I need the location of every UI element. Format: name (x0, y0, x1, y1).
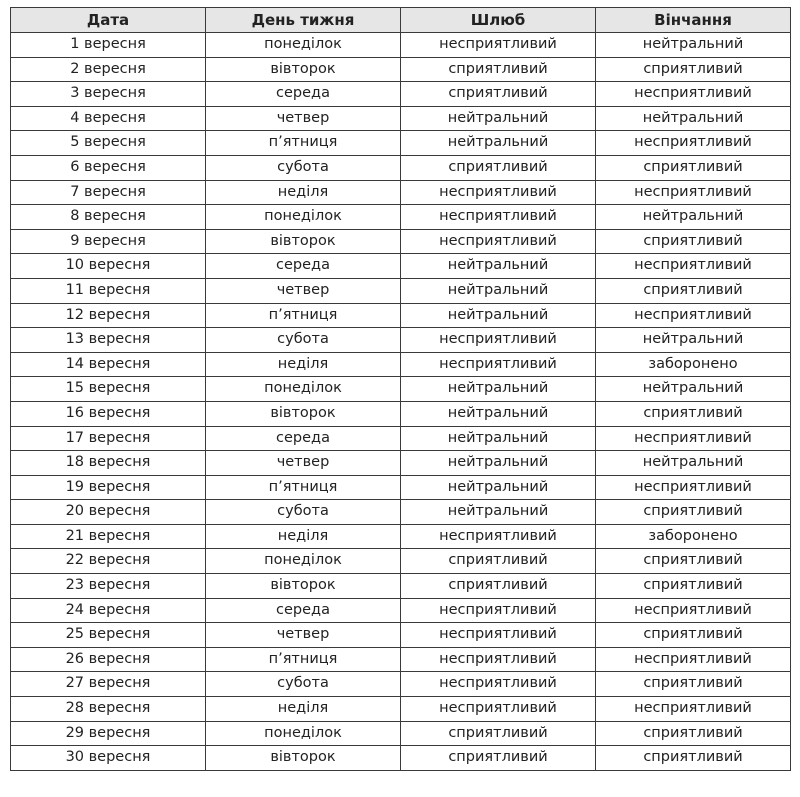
cell-date: 22 вересня (11, 549, 206, 574)
cell-weekday: субота (206, 672, 401, 697)
table-row (11, 303, 791, 328)
cell-date: 5 вересня (11, 131, 206, 156)
table-row (11, 278, 791, 303)
cell-weekday: неділя (206, 524, 401, 549)
cell-date: 30 вересня (11, 746, 206, 771)
cell-weekday: субота (206, 328, 401, 353)
cell-wedding: нейтральний (596, 33, 791, 58)
cell-marriage: несприятливий (401, 647, 596, 672)
cell-date: 26 вересня (11, 647, 206, 672)
calendar-table (10, 7, 791, 771)
table-row (11, 623, 791, 648)
cell-marriage: сприятливий (401, 574, 596, 599)
cell-wedding: нейтральний (596, 328, 791, 353)
cell-wedding: сприятливий (596, 721, 791, 746)
cell-marriage: нейтральний (401, 475, 596, 500)
cell-wedding: сприятливий (596, 500, 791, 525)
table-container (10, 7, 791, 771)
cell-wedding: сприятливий (596, 549, 791, 574)
cell-marriage: сприятливий (401, 57, 596, 82)
cell-weekday: середа (206, 254, 401, 279)
table-row (11, 697, 791, 722)
header-wedding: Вінчання (596, 8, 791, 33)
cell-weekday: четвер (206, 106, 401, 131)
cell-date: 13 вересня (11, 328, 206, 353)
cell-wedding: сприятливий (596, 57, 791, 82)
cell-weekday: четвер (206, 278, 401, 303)
table-row (11, 672, 791, 697)
cell-date: 9 вересня (11, 229, 206, 254)
cell-weekday: субота (206, 500, 401, 525)
cell-wedding: заборонено (596, 352, 791, 377)
cell-date: 19 вересня (11, 475, 206, 500)
cell-weekday: п’ятниця (206, 131, 401, 156)
cell-wedding: несприятливий (596, 647, 791, 672)
cell-weekday: неділя (206, 697, 401, 722)
cell-date: 4 вересня (11, 106, 206, 131)
cell-date: 25 вересня (11, 623, 206, 648)
cell-date: 10 вересня (11, 254, 206, 279)
cell-weekday: неділя (206, 180, 401, 205)
cell-weekday: п’ятниця (206, 647, 401, 672)
cell-wedding: сприятливий (596, 672, 791, 697)
cell-marriage: нейтральний (401, 500, 596, 525)
table-row (11, 549, 791, 574)
cell-weekday: неділя (206, 352, 401, 377)
cell-marriage: несприятливий (401, 672, 596, 697)
table-row (11, 377, 791, 402)
cell-marriage: нейтральний (401, 377, 596, 402)
cell-marriage: сприятливий (401, 721, 596, 746)
cell-wedding: несприятливий (596, 598, 791, 623)
table-row (11, 205, 791, 230)
cell-weekday: субота (206, 155, 401, 180)
table-row (11, 229, 791, 254)
cell-date: 18 вересня (11, 451, 206, 476)
table-row (11, 524, 791, 549)
table-row (11, 647, 791, 672)
cell-marriage: несприятливий (401, 180, 596, 205)
cell-weekday: вівторок (206, 401, 401, 426)
cell-date: 27 вересня (11, 672, 206, 697)
cell-wedding: несприятливий (596, 180, 791, 205)
cell-marriage: сприятливий (401, 549, 596, 574)
table-row (11, 500, 791, 525)
header-marriage: Шлюб (401, 8, 596, 33)
cell-weekday: четвер (206, 623, 401, 648)
table-row (11, 82, 791, 107)
table-body (11, 33, 791, 771)
cell-date: 29 вересня (11, 721, 206, 746)
cell-marriage: несприятливий (401, 598, 596, 623)
cell-marriage: несприятливий (401, 328, 596, 353)
cell-date: 24 вересня (11, 598, 206, 623)
cell-date: 12 вересня (11, 303, 206, 328)
cell-date: 28 вересня (11, 697, 206, 722)
cell-weekday: середа (206, 598, 401, 623)
table-row (11, 328, 791, 353)
header-date: Дата (11, 8, 206, 33)
table-row (11, 746, 791, 771)
cell-marriage: сприятливий (401, 155, 596, 180)
cell-date: 14 вересня (11, 352, 206, 377)
cell-wedding: несприятливий (596, 254, 791, 279)
cell-wedding: сприятливий (596, 155, 791, 180)
cell-date: 2 вересня (11, 57, 206, 82)
cell-marriage: несприятливий (401, 352, 596, 377)
cell-date: 17 вересня (11, 426, 206, 451)
cell-wedding: сприятливий (596, 229, 791, 254)
table-row (11, 451, 791, 476)
cell-weekday: вівторок (206, 746, 401, 771)
cell-weekday: понеділок (206, 549, 401, 574)
cell-wedding: несприятливий (596, 475, 791, 500)
cell-marriage: нейтральний (401, 106, 596, 131)
cell-weekday: вівторок (206, 574, 401, 599)
cell-weekday: понеділок (206, 33, 401, 58)
table-row (11, 180, 791, 205)
cell-marriage: нейтральний (401, 401, 596, 426)
cell-date: 7 вересня (11, 180, 206, 205)
cell-date: 15 вересня (11, 377, 206, 402)
cell-weekday: п’ятниця (206, 303, 401, 328)
cell-wedding: нейтральний (596, 106, 791, 131)
cell-marriage: несприятливий (401, 623, 596, 648)
table-row (11, 574, 791, 599)
table-row (11, 721, 791, 746)
cell-wedding: нейтральний (596, 451, 791, 476)
cell-weekday: вівторок (206, 57, 401, 82)
table-row (11, 57, 791, 82)
cell-date: 6 вересня (11, 155, 206, 180)
cell-marriage: несприятливий (401, 33, 596, 58)
cell-wedding: заборонено (596, 524, 791, 549)
table-row (11, 352, 791, 377)
cell-date: 8 вересня (11, 205, 206, 230)
cell-weekday: понеділок (206, 377, 401, 402)
cell-marriage: нейтральний (401, 426, 596, 451)
cell-marriage: несприятливий (401, 524, 596, 549)
table-row (11, 401, 791, 426)
cell-date: 16 вересня (11, 401, 206, 426)
cell-wedding: несприятливий (596, 426, 791, 451)
cell-weekday: понеділок (206, 721, 401, 746)
cell-marriage: несприятливий (401, 205, 596, 230)
table-header (11, 8, 791, 33)
table-row (11, 598, 791, 623)
cell-marriage: нейтральний (401, 303, 596, 328)
cell-weekday: середа (206, 82, 401, 107)
cell-weekday: четвер (206, 451, 401, 476)
cell-marriage: сприятливий (401, 82, 596, 107)
header-row (11, 8, 791, 33)
table-row (11, 33, 791, 58)
cell-wedding: сприятливий (596, 278, 791, 303)
cell-wedding: нейтральний (596, 205, 791, 230)
cell-wedding: сприятливий (596, 623, 791, 648)
cell-wedding: несприятливий (596, 303, 791, 328)
cell-wedding: сприятливий (596, 574, 791, 599)
cell-marriage: нейтральний (401, 254, 596, 279)
cell-marriage: сприятливий (401, 746, 596, 771)
table-row (11, 426, 791, 451)
table-row (11, 155, 791, 180)
table-row (11, 254, 791, 279)
cell-wedding: нейтральний (596, 377, 791, 402)
cell-wedding: несприятливий (596, 697, 791, 722)
cell-date: 11 вересня (11, 278, 206, 303)
cell-weekday: середа (206, 426, 401, 451)
header-weekday: День тижня (206, 8, 401, 33)
cell-date: 1 вересня (11, 33, 206, 58)
cell-date: 23 вересня (11, 574, 206, 599)
cell-wedding: сприятливий (596, 746, 791, 771)
cell-weekday: п’ятниця (206, 475, 401, 500)
cell-date: 20 вересня (11, 500, 206, 525)
table-row (11, 106, 791, 131)
cell-marriage: нейтральний (401, 131, 596, 156)
cell-wedding: несприятливий (596, 131, 791, 156)
cell-wedding: сприятливий (596, 401, 791, 426)
cell-wedding: несприятливий (596, 82, 791, 107)
cell-marriage: несприятливий (401, 229, 596, 254)
cell-weekday: вівторок (206, 229, 401, 254)
cell-marriage: нейтральний (401, 451, 596, 476)
cell-date: 21 вересня (11, 524, 206, 549)
cell-marriage: несприятливий (401, 697, 596, 722)
table-row (11, 475, 791, 500)
cell-marriage: нейтральний (401, 278, 596, 303)
cell-weekday: понеділок (206, 205, 401, 230)
table-row (11, 131, 791, 156)
cell-date: 3 вересня (11, 82, 206, 107)
